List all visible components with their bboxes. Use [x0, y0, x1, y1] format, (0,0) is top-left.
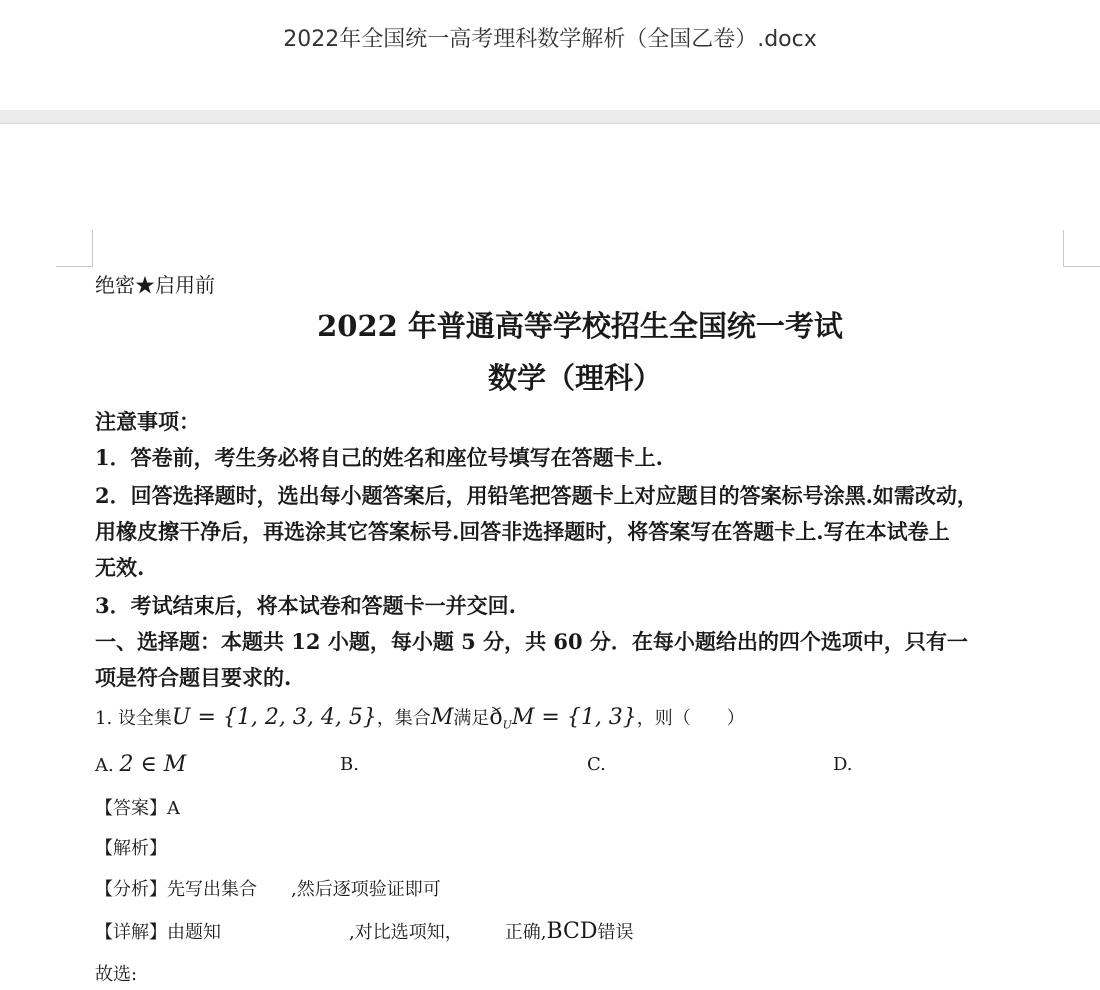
notice-item-2-line-2: 用橡皮擦干净后，再选涂其它答案标号.回答非选择题时，将答案写在答题卡上.写在本试卷上 [95, 519, 950, 544]
margin-corner-top-right [1063, 230, 1100, 267]
section-heading-line-1: 一、选择题：本题共 12 小题，每小题 5 分，共 60 分．在每小题给出的四个选项中，只有一 [95, 629, 968, 654]
stem-text: ，集合 [376, 708, 431, 729]
notice-item-2-line-3: 无效. [95, 555, 145, 580]
document-page [0, 124, 1100, 990]
xiangjie-line [95, 918, 634, 944]
question-1-stem [95, 704, 745, 732]
notice-item-2-line-1: 2．回答选择题时，选出每小题答案后，用铅笔把答题卡上对应题目的答案标号涂黑.如需改动， [95, 483, 978, 508]
analysis-heading: 【解析】 [95, 838, 167, 859]
xiangjie-bcd: BCD [546, 919, 598, 944]
complement-subscript: U [502, 718, 512, 732]
exam-subtitle: 数学（理科） [487, 361, 662, 395]
stem-text: ，则（ ） [636, 708, 745, 729]
xiangjie-text-a: 【详解】由题知 [95, 922, 221, 943]
answer-line: 【答案】A [95, 798, 180, 819]
question-number: 1. [95, 708, 113, 729]
notice-item-3: 3．考试结束后，将本试卷和答题卡一并交回. [95, 593, 516, 618]
guxuan-line: 故选: [95, 964, 138, 985]
universal-set-expr: U = {1, 2, 3, 4, 5} [171, 705, 377, 730]
complement-symbol: ð [489, 705, 503, 730]
option-d-label: D. [833, 754, 853, 775]
notice-heading: 注意事项： [95, 409, 200, 434]
stem-text: 满足 [453, 708, 490, 729]
xiangjie-text-d: 错误 [597, 922, 634, 943]
option-c-label: C. [587, 754, 606, 775]
set-m-var: M [430, 705, 454, 730]
option-a [95, 752, 186, 777]
section-heading-line-2: 项是符合题目要求的. [95, 665, 292, 690]
xiangjie-text-b: ,对比选项知， [349, 922, 463, 943]
exam-title: 2022 年普通高等学校招生全国统一考试 [317, 309, 843, 343]
option-a-math: 2 ∈ M [119, 752, 187, 777]
stem-text: 设全集 [117, 708, 172, 729]
title-bar [0, 0, 1100, 110]
page-separator [0, 110, 1100, 124]
option-b-label: B. [340, 754, 359, 775]
option-a-label: A. [95, 755, 114, 776]
margin-corner-top-left [56, 230, 93, 267]
fenxi-text-b: ,然后逐项验证即可 [291, 879, 441, 900]
secret-label: 绝密★启用前 [95, 273, 215, 297]
fenxi-text-a: 【分析】先写出集合 [95, 879, 257, 900]
notice-item-1: 1．答卷前，考生务必将自己的姓名和座位号填写在答题卡上. [95, 445, 663, 470]
xiangjie-text-c: 正确, [504, 922, 547, 943]
fenxi-line [95, 875, 441, 901]
complement-expr: M = {1, 3} [511, 705, 637, 730]
document-title: 2022年全国统一高考理科数学解析（全国乙卷）.docx [283, 27, 817, 52]
